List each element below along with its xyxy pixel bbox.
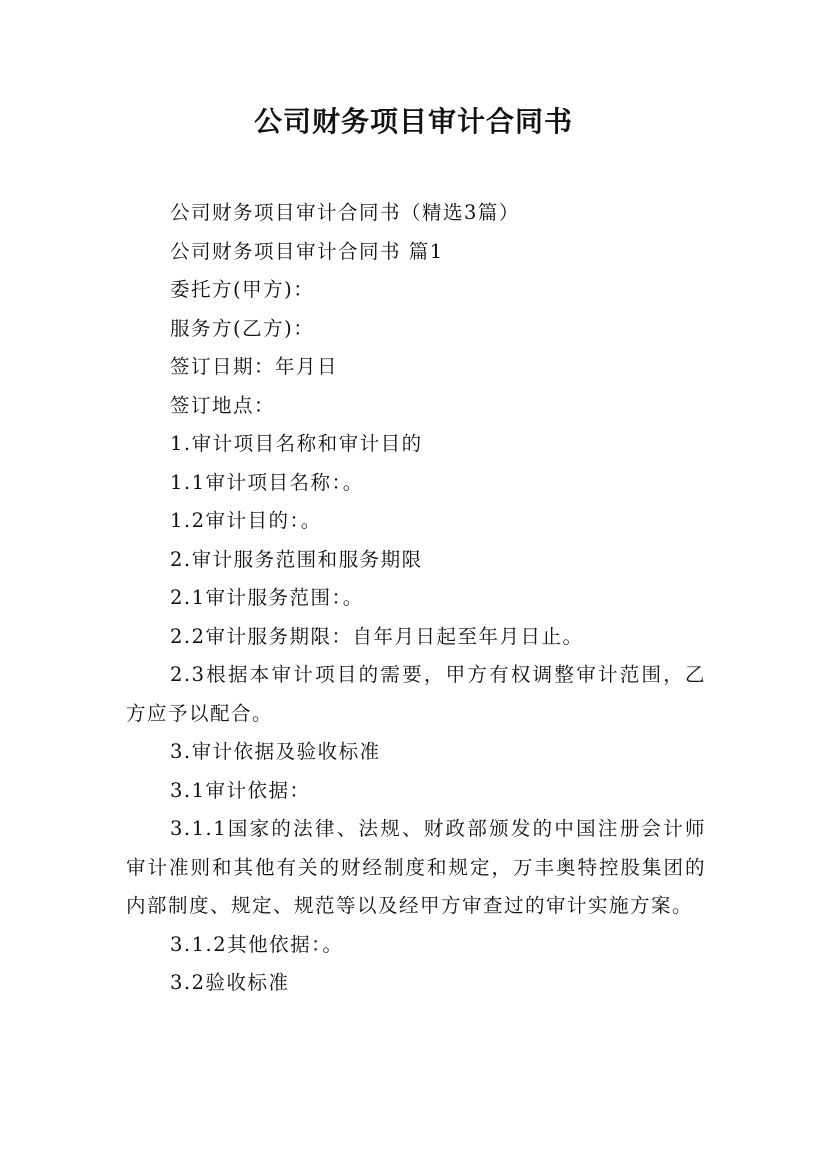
clause-3-1-1: 3.1.1国家的法律、法规、财政部颁发的中国注册会计师审计准则和其他有关的财经制度和规定，万丰奥特控股集团的内部制度、规定、规范等以及经甲方审查过的审计实施方案。 bbox=[126, 817, 706, 917]
paragraph-sign-date: 签订日期：年月日 bbox=[170, 355, 339, 378]
paragraph-client: 委托方(甲方)： bbox=[170, 278, 315, 301]
clause-1-2: 1.2审计目的：。 bbox=[170, 509, 322, 532]
section-heading-2: 2.审计服务范围和服务期限 bbox=[170, 547, 423, 571]
paragraph-part-heading: 公司财务项目审计合同书 篇1 bbox=[170, 239, 444, 263]
document-body bbox=[126, 194, 706, 1003]
clause-1-1: 1.1审计项目名称：。 bbox=[170, 470, 364, 494]
clause-2-2: 2.2审计服务期限：自年月日起至年月日止。 bbox=[170, 624, 584, 648]
paragraph-sign-place: 签订地点： bbox=[170, 393, 276, 417]
clause-2-1: 2.1审计服务范围：。 bbox=[170, 586, 364, 609]
clause-3-1: 3.1审计依据： bbox=[170, 778, 311, 802]
section-heading-1: 1.审计项目名称和审计目的 bbox=[170, 432, 423, 455]
clause-2-3: 2.3根据本审计项目的需要，甲方有权调整审计范围，乙方应予以配合。 bbox=[126, 663, 706, 725]
clause-3-2: 3.2验收标准 bbox=[170, 971, 290, 994]
paragraph-provider: 服务方(乙方)： bbox=[170, 316, 315, 340]
clause-3-1-2: 3.1.2其他依据：。 bbox=[170, 932, 344, 956]
paragraph-subtitle: 公司财务项目审计合同书（精选3篇） bbox=[170, 201, 520, 224]
section-heading-3: 3.审计依据及验收标准 bbox=[170, 740, 381, 763]
document-title: 公司财务项目审计合同书 bbox=[253, 105, 573, 138]
